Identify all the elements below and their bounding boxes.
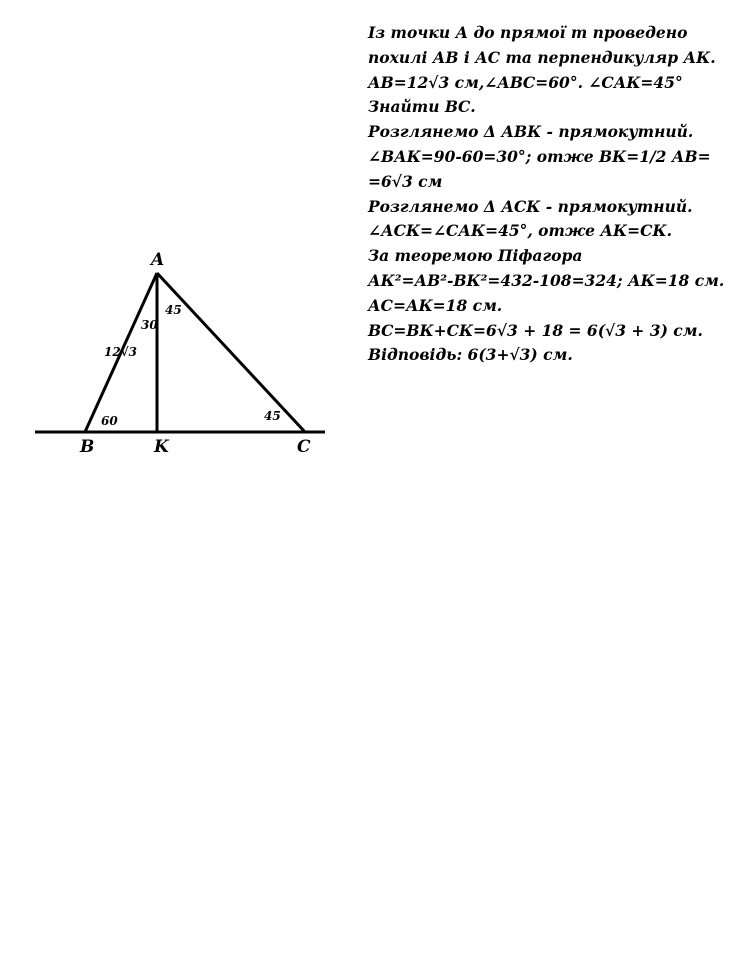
solution-line: Розглянемо Δ АВК - прямокутний. [368,122,694,142]
solution-line: Відповідь: 6(3+√3) см. [368,345,573,365]
angle-label-bak: 30 [141,318,158,332]
solution-line: АВ=12√3 см,∠АВС=60°. ∠САК=45° [368,72,683,92]
solution-line: АК²=АВ²-ВК²=432-108=324; АК=18 см. [368,270,725,290]
angle-label-abc: 60 [101,414,118,428]
angle-label-cak: 45 [165,303,182,317]
solution-line: Розглянемо Δ АСК - прямокутний. [368,196,693,216]
point-label-c: C [297,437,311,457]
point-label-b: B [80,437,95,457]
solution-line: За теоремою Піфагора [368,246,583,266]
segment-ac [157,273,305,432]
solution-text [368,21,736,368]
solution-line: ВС=ВК+СК=6√3 + 18 = 6(√3 + 3) см. [368,320,703,340]
solution-line: Із точки А до прямої т проведено [368,23,688,42]
point-label-k: K [154,437,169,457]
solution-line: похилі АВ і АС та перпендикуляр АК. [368,47,716,67]
angle-label-ack: 45 [264,409,281,423]
solution-line: АС=АК=18 см. [368,295,503,315]
solution-line: Знайти ВС. [368,97,476,117]
solution-line: =6√3 см [368,171,443,191]
solution-line: ∠АСК=∠САК=45°, отже АК=СК. [368,221,672,241]
point-label-a: A [151,250,165,270]
length-label-ab: 12√3 [104,345,137,359]
solution-line: ∠ВАК=90-60=30°; отже ВК=1/2 АВ= [368,146,711,166]
triangle-diagram [0,0,360,480]
